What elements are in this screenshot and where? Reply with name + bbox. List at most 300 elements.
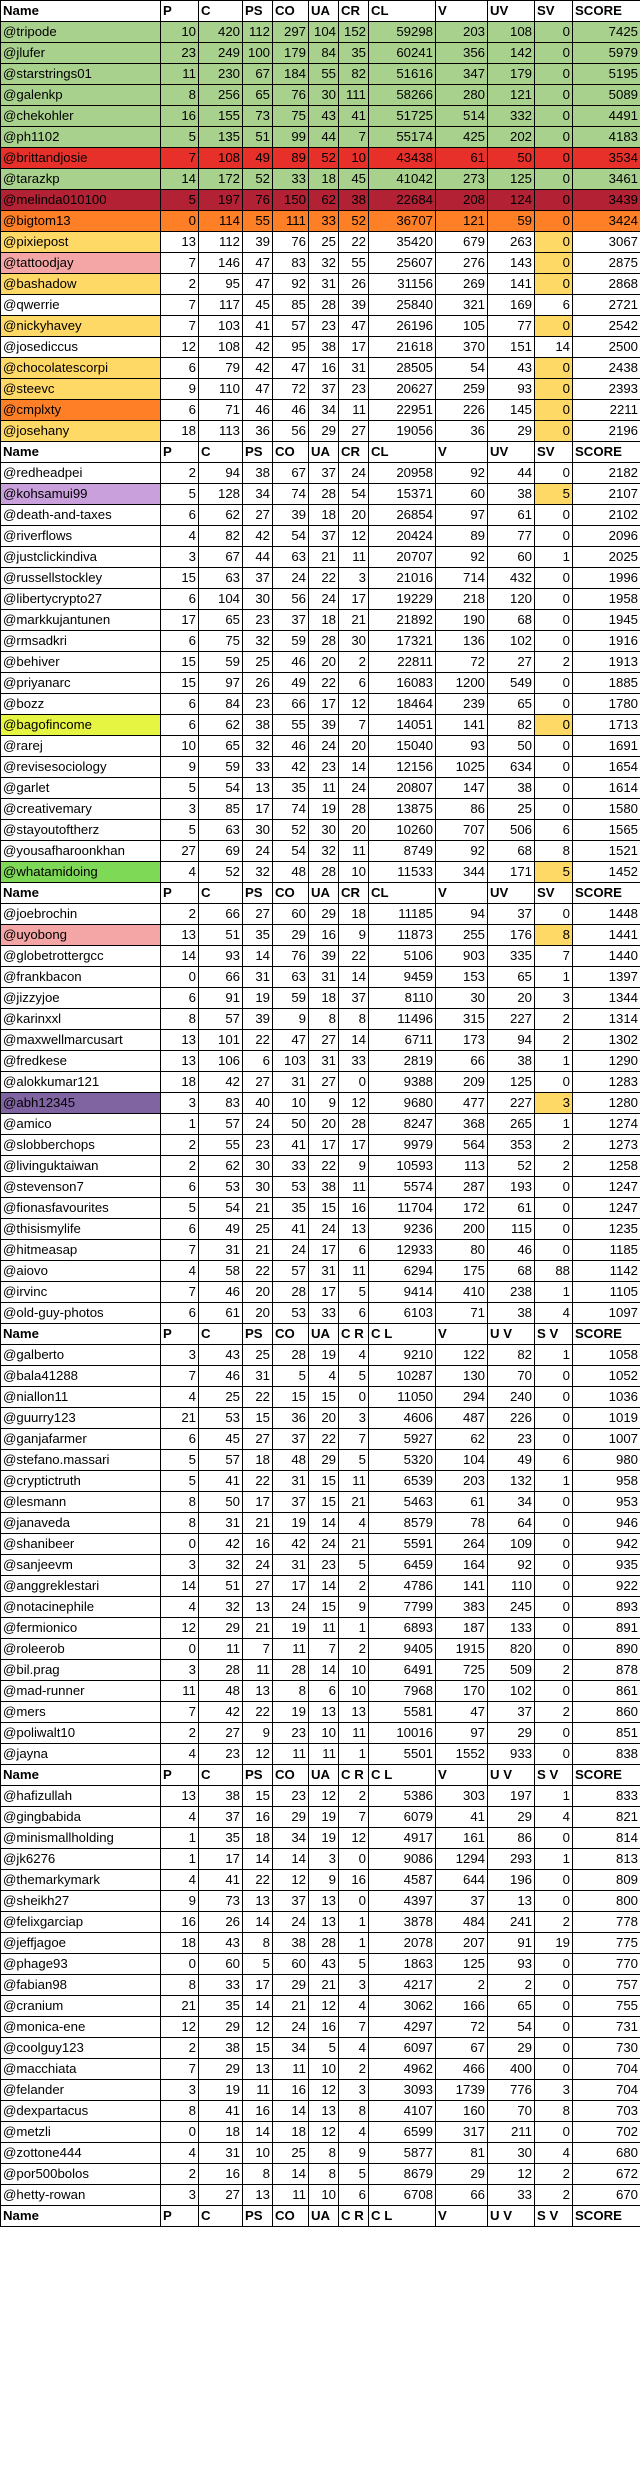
- stat-cell: 12: [243, 1744, 273, 1765]
- stat-cell: 1: [535, 1282, 573, 1303]
- stat-cell: 67: [243, 64, 273, 85]
- stat-cell: 26854: [369, 505, 436, 526]
- username-cell: @fabian98: [1, 1975, 161, 1996]
- table-row: [1, 337, 640, 358]
- column-header: S V: [535, 1765, 573, 1786]
- stat-cell: 108: [488, 22, 535, 43]
- stat-cell: 12: [273, 1870, 309, 1891]
- username-cell: @fermionico: [1, 1618, 161, 1639]
- stat-cell: 11185: [369, 904, 436, 925]
- stat-cell: 28: [339, 1114, 369, 1135]
- stat-cell: 2078: [369, 1933, 436, 1954]
- table-row: [1, 1891, 640, 1912]
- stat-cell: 3: [339, 568, 369, 589]
- stat-cell: 0: [535, 694, 573, 715]
- stat-cell: 41042: [369, 169, 436, 190]
- stat-cell: 10: [339, 862, 369, 883]
- username-cell: @garlet: [1, 778, 161, 799]
- username-cell: @hafizullah: [1, 1786, 161, 1807]
- stat-cell: 184: [273, 64, 309, 85]
- stat-cell: 17: [243, 1975, 273, 1996]
- column-header: V: [436, 1, 488, 22]
- stat-cell: 63: [273, 547, 309, 568]
- column-header: UA: [309, 1, 339, 22]
- stat-cell: 800: [573, 1891, 640, 1912]
- stat-cell: 13: [161, 1030, 199, 1051]
- stat-cell: 4: [161, 1870, 199, 1891]
- column-header: C: [199, 1765, 243, 1786]
- username-cell: @slobberchops: [1, 1135, 161, 1156]
- stat-cell: 3439: [573, 190, 640, 211]
- stat-cell: 11496: [369, 1009, 436, 1030]
- stat-cell: 99: [273, 127, 309, 148]
- table-row: [1, 1828, 640, 1849]
- table-row: [1, 316, 640, 337]
- username-cell: @lesmann: [1, 1492, 161, 1513]
- stat-cell: 74: [273, 799, 309, 820]
- stat-cell: 18: [309, 505, 339, 526]
- stat-cell: 97: [436, 505, 488, 526]
- stat-cell: 27: [199, 1723, 243, 1744]
- stat-cell: 12: [339, 1093, 369, 1114]
- stat-cell: 61: [436, 1492, 488, 1513]
- stat-cell: 238: [488, 1282, 535, 1303]
- stat-cell: 24: [243, 841, 273, 862]
- stat-cell: 51: [199, 1576, 243, 1597]
- stat-cell: 0: [535, 232, 573, 253]
- stat-cell: 3: [339, 1975, 369, 1996]
- stat-cell: 5106: [369, 946, 436, 967]
- leaderboard-body: [1, 1, 640, 2227]
- stat-cell: 92: [436, 547, 488, 568]
- stat-cell: 353: [488, 1135, 535, 1156]
- stat-cell: 2: [161, 274, 199, 295]
- stat-cell: 69: [199, 841, 243, 862]
- stat-cell: 115: [488, 1219, 535, 1240]
- column-header: CO: [273, 1765, 309, 1786]
- column-header: SV: [535, 1, 573, 22]
- stat-cell: 1654: [573, 757, 640, 778]
- stat-cell: 5: [243, 1954, 273, 1975]
- stat-cell: 19: [309, 799, 339, 820]
- stat-cell: 0: [161, 2122, 199, 2143]
- stat-cell: 8: [161, 1975, 199, 1996]
- stat-cell: 7: [161, 295, 199, 316]
- stat-cell: 5: [161, 484, 199, 505]
- stat-cell: 22: [243, 1702, 273, 1723]
- stat-cell: 4217: [369, 1975, 436, 1996]
- column-header: Name: [1, 1, 161, 22]
- stat-cell: 17: [309, 694, 339, 715]
- stat-cell: 0: [535, 610, 573, 631]
- stat-cell: 31: [273, 1555, 309, 1576]
- stat-cell: 15: [309, 1198, 339, 1219]
- column-header: P: [161, 2206, 199, 2227]
- stat-cell: 32: [243, 736, 273, 757]
- stat-cell: 14: [309, 1576, 339, 1597]
- stat-cell: 11: [273, 2185, 309, 2206]
- stat-cell: 42: [199, 1702, 243, 1723]
- stat-cell: 12156: [369, 757, 436, 778]
- stat-cell: 0: [535, 568, 573, 589]
- stat-cell: 93: [199, 946, 243, 967]
- stat-cell: 0: [339, 1891, 369, 1912]
- stat-cell: 46: [243, 400, 273, 421]
- stat-cell: 54: [488, 2017, 535, 2038]
- stat-cell: 35: [273, 1198, 309, 1219]
- stat-cell: 5: [339, 1954, 369, 1975]
- column-header: CO: [273, 883, 309, 904]
- stat-cell: 1: [161, 1828, 199, 1849]
- stat-cell: 82: [339, 64, 369, 85]
- stat-cell: 31: [273, 1072, 309, 1093]
- stat-cell: 29: [488, 421, 535, 442]
- stat-cell: 202: [488, 127, 535, 148]
- stat-cell: 66: [199, 904, 243, 925]
- stat-cell: 12933: [369, 1240, 436, 1261]
- stat-cell: 8749: [369, 841, 436, 862]
- stat-cell: 209: [436, 1072, 488, 1093]
- stat-cell: 10: [309, 1723, 339, 1744]
- username-cell: @metzli: [1, 2122, 161, 2143]
- stat-cell: 755: [573, 1996, 640, 2017]
- stat-cell: 958: [573, 1471, 640, 1492]
- stat-cell: 980: [573, 1450, 640, 1471]
- column-header: PS: [243, 1765, 273, 1786]
- table-row: [1, 190, 640, 211]
- username-cell: @irvinc: [1, 1282, 161, 1303]
- stat-cell: 151: [488, 337, 535, 358]
- stat-cell: 6: [161, 1303, 199, 1324]
- stat-cell: 20: [339, 736, 369, 757]
- username-cell: @jeffjagoe: [1, 1933, 161, 1954]
- stat-cell: 2: [339, 1786, 369, 1807]
- stat-cell: 10: [243, 2143, 273, 2164]
- username-cell: @macchiata: [1, 2059, 161, 2080]
- stat-cell: 35: [273, 778, 309, 799]
- stat-cell: 20627: [369, 379, 436, 400]
- stat-cell: 0: [535, 1954, 573, 1975]
- stat-cell: 12: [309, 2080, 339, 2101]
- stat-cell: 26: [199, 1912, 243, 1933]
- stat-cell: 66: [273, 694, 309, 715]
- stat-cell: 23: [243, 694, 273, 715]
- stat-cell: 12: [243, 2017, 273, 2038]
- stat-cell: 8: [535, 841, 573, 862]
- stat-cell: 2: [535, 1660, 573, 1681]
- stat-cell: 15: [243, 1408, 273, 1429]
- stat-cell: 52: [273, 820, 309, 841]
- stat-cell: 21: [161, 1408, 199, 1429]
- stat-cell: 6893: [369, 1618, 436, 1639]
- stat-cell: 83: [273, 253, 309, 274]
- stat-cell: 45: [199, 1429, 243, 1450]
- stat-cell: 60: [273, 904, 309, 925]
- stat-cell: 4107: [369, 2101, 436, 2122]
- stat-cell: 46: [273, 652, 309, 673]
- stat-cell: 29: [273, 1975, 309, 1996]
- stat-cell: 59298: [369, 22, 436, 43]
- stat-cell: 1142: [573, 1261, 640, 1282]
- stat-cell: 42: [199, 1534, 243, 1555]
- stat-cell: 25: [309, 232, 339, 253]
- stat-cell: 0: [339, 1849, 369, 1870]
- table-row: [1, 2122, 640, 2143]
- stat-cell: 0: [535, 316, 573, 337]
- stat-cell: 60: [273, 1954, 309, 1975]
- stat-cell: 66: [436, 1051, 488, 1072]
- stat-cell: 31: [309, 967, 339, 988]
- stat-cell: 3424: [573, 211, 640, 232]
- table-row: [1, 1240, 640, 1261]
- stat-cell: 36: [243, 421, 273, 442]
- stat-cell: 65: [199, 610, 243, 631]
- stat-cell: 9405: [369, 1639, 436, 1660]
- username-cell: @steevc: [1, 379, 161, 400]
- table-row: [1, 547, 640, 568]
- stat-cell: 2438: [573, 358, 640, 379]
- stat-cell: 18464: [369, 694, 436, 715]
- stat-cell: 3: [161, 2080, 199, 2101]
- stat-cell: 49: [273, 673, 309, 694]
- stat-cell: 2: [535, 2164, 573, 2185]
- stat-cell: 17: [273, 1576, 309, 1597]
- stat-cell: 24: [243, 1555, 273, 1576]
- stat-cell: 0: [535, 631, 573, 652]
- stat-cell: 1258: [573, 1156, 640, 1177]
- stat-cell: 172: [199, 169, 243, 190]
- stat-cell: 2: [339, 652, 369, 673]
- stat-cell: 3: [161, 1345, 199, 1366]
- stat-cell: 29: [309, 1450, 339, 1471]
- stat-cell: 33: [309, 1303, 339, 1324]
- stat-cell: 0: [535, 1618, 573, 1639]
- stat-cell: 2102: [573, 505, 640, 526]
- stat-cell: 227: [488, 1093, 535, 1114]
- username-cell: @bozz: [1, 694, 161, 715]
- stat-cell: 18: [161, 1072, 199, 1093]
- stat-cell: 10260: [369, 820, 436, 841]
- stat-cell: 10: [309, 2185, 339, 2206]
- table-row: [1, 1387, 640, 1408]
- stat-cell: 102: [488, 1681, 535, 1702]
- stat-cell: 1448: [573, 904, 640, 925]
- stat-cell: 42: [273, 757, 309, 778]
- stat-cell: 11704: [369, 1198, 436, 1219]
- stat-cell: 51725: [369, 106, 436, 127]
- table-row: [1, 1954, 640, 1975]
- stat-cell: 0: [535, 1828, 573, 1849]
- table-row: [1, 1555, 640, 1576]
- stat-cell: 6711: [369, 1030, 436, 1051]
- table-row: [1, 1051, 640, 1072]
- stat-cell: 315: [436, 1009, 488, 1030]
- stat-cell: 62: [199, 715, 243, 736]
- column-header: C: [199, 1, 243, 22]
- stat-cell: 9: [243, 1723, 273, 1744]
- column-header: PS: [243, 1324, 273, 1345]
- stat-cell: 85: [273, 295, 309, 316]
- stat-cell: 24: [309, 589, 339, 610]
- table-row: [1, 778, 640, 799]
- username-cell: @por500bolos: [1, 2164, 161, 2185]
- stat-cell: 19: [273, 1513, 309, 1534]
- table-row: [1, 1030, 640, 1051]
- stat-cell: 16: [309, 358, 339, 379]
- stat-cell: 6: [161, 631, 199, 652]
- stat-cell: 82: [199, 526, 243, 547]
- stat-cell: 264: [436, 1534, 488, 1555]
- column-header: PS: [243, 883, 273, 904]
- table-row: [1, 85, 640, 106]
- stat-cell: 0: [339, 1387, 369, 1408]
- table-row: [1, 925, 640, 946]
- stat-cell: 5195: [573, 64, 640, 85]
- table-row: [1, 2059, 640, 2080]
- stat-cell: 0: [161, 1639, 199, 1660]
- stat-cell: 39: [339, 295, 369, 316]
- stat-cell: 141: [488, 274, 535, 295]
- username-cell: @abh12345: [1, 1093, 161, 1114]
- stat-cell: 4: [161, 1387, 199, 1408]
- stat-cell: 19229: [369, 589, 436, 610]
- stat-cell: 46: [273, 400, 309, 421]
- stat-cell: 88: [535, 1261, 573, 1282]
- stat-cell: 33: [488, 2185, 535, 2206]
- stat-cell: 29: [273, 1807, 309, 1828]
- stat-cell: 37: [436, 1891, 488, 1912]
- stat-cell: 4: [339, 2122, 369, 2143]
- stat-cell: 13: [243, 778, 273, 799]
- stat-cell: 14: [309, 1513, 339, 1534]
- stat-cell: 0: [535, 1891, 573, 1912]
- stat-cell: 17: [339, 1135, 369, 1156]
- stat-cell: 13: [339, 1219, 369, 1240]
- stat-cell: 5: [161, 1198, 199, 1219]
- table-row: [1, 757, 640, 778]
- stat-cell: 104: [436, 1450, 488, 1471]
- stat-cell: 166: [436, 1996, 488, 2017]
- stat-cell: 53: [199, 1408, 243, 1429]
- username-cell: @guurry123: [1, 1408, 161, 1429]
- stat-cell: 31: [243, 967, 273, 988]
- stat-cell: 13: [309, 1912, 339, 1933]
- stat-cell: 1521: [573, 841, 640, 862]
- username-cell: @cryptictruth: [1, 1471, 161, 1492]
- stat-cell: 47: [273, 358, 309, 379]
- stat-cell: 12: [309, 1996, 339, 2017]
- stat-cell: 10016: [369, 1723, 436, 1744]
- stat-cell: 2: [535, 1030, 573, 1051]
- stat-cell: 28: [309, 484, 339, 505]
- table-row: [1, 106, 640, 127]
- username-cell: @starstrings01: [1, 64, 161, 85]
- stat-cell: 33: [309, 211, 339, 232]
- stat-cell: 59: [273, 631, 309, 652]
- stat-cell: 207: [436, 1933, 488, 1954]
- stat-cell: 21016: [369, 568, 436, 589]
- stat-cell: 141: [436, 715, 488, 736]
- stat-cell: 56: [273, 421, 309, 442]
- stat-cell: 8: [273, 1681, 309, 1702]
- table-row: [1, 1849, 640, 1870]
- table-row: [1, 2164, 640, 2185]
- table-row: [1, 1219, 640, 1240]
- stat-cell: 1691: [573, 736, 640, 757]
- username-cell: @stefano.massari: [1, 1450, 161, 1471]
- table-row: [1, 799, 640, 820]
- stat-cell: 1: [535, 1051, 573, 1072]
- stat-cell: 16: [161, 106, 199, 127]
- stat-cell: 31: [309, 1261, 339, 1282]
- stat-cell: 13: [161, 925, 199, 946]
- stat-cell: 3: [309, 1849, 339, 1870]
- stat-cell: 94: [488, 1030, 535, 1051]
- stat-cell: 5877: [369, 2143, 436, 2164]
- stat-cell: 4: [161, 1597, 199, 1618]
- stat-cell: 776: [488, 2080, 535, 2101]
- stat-cell: 263: [488, 232, 535, 253]
- stat-cell: 33: [273, 1156, 309, 1177]
- stat-cell: 8: [243, 2164, 273, 2185]
- stat-cell: 0: [535, 1975, 573, 1996]
- column-header: CO: [273, 2206, 309, 2227]
- username-cell: @alokkumar121: [1, 1072, 161, 1093]
- stat-cell: 89: [436, 526, 488, 547]
- username-cell: @behiver: [1, 652, 161, 673]
- stat-cell: 506: [488, 820, 535, 841]
- column-header: V: [436, 1324, 488, 1345]
- stat-cell: 92: [273, 274, 309, 295]
- stat-cell: 146: [199, 253, 243, 274]
- column-header: CR: [339, 883, 369, 904]
- stat-cell: 104: [199, 589, 243, 610]
- stat-cell: 70: [488, 2101, 535, 2122]
- stat-cell: 6103: [369, 1303, 436, 1324]
- stat-cell: 564: [436, 1135, 488, 1156]
- table-row: [1, 694, 640, 715]
- username-cell: @priyanarc: [1, 673, 161, 694]
- stat-cell: 15: [309, 1471, 339, 1492]
- stat-cell: 5979: [573, 43, 640, 64]
- username-cell: @mad-runner: [1, 1681, 161, 1702]
- stat-cell: 770: [573, 1954, 640, 1975]
- stat-cell: 12: [161, 2017, 199, 2038]
- stat-cell: 24: [309, 1534, 339, 1555]
- stat-cell: 16: [339, 1870, 369, 1891]
- stat-cell: 147: [436, 778, 488, 799]
- stat-cell: 10287: [369, 1366, 436, 1387]
- table-row: [1, 295, 640, 316]
- username-cell: @rarej: [1, 736, 161, 757]
- stat-cell: 0: [535, 736, 573, 757]
- stat-cell: 21: [339, 1492, 369, 1513]
- stat-cell: 347: [436, 64, 488, 85]
- stat-cell: 725: [436, 1660, 488, 1681]
- username-cell: @chocolatescorpi: [1, 358, 161, 379]
- stat-cell: 130: [436, 1366, 488, 1387]
- stat-cell: 2868: [573, 274, 640, 295]
- stat-cell: 1007: [573, 1429, 640, 1450]
- stat-cell: 12: [309, 2122, 339, 2143]
- stat-cell: 2: [161, 1723, 199, 1744]
- stat-cell: 2: [436, 1975, 488, 1996]
- stat-cell: 0: [535, 127, 573, 148]
- stat-cell: 0: [535, 1219, 573, 1240]
- stat-cell: 1247: [573, 1177, 640, 1198]
- stat-cell: 32: [243, 631, 273, 652]
- stat-cell: 4: [161, 862, 199, 883]
